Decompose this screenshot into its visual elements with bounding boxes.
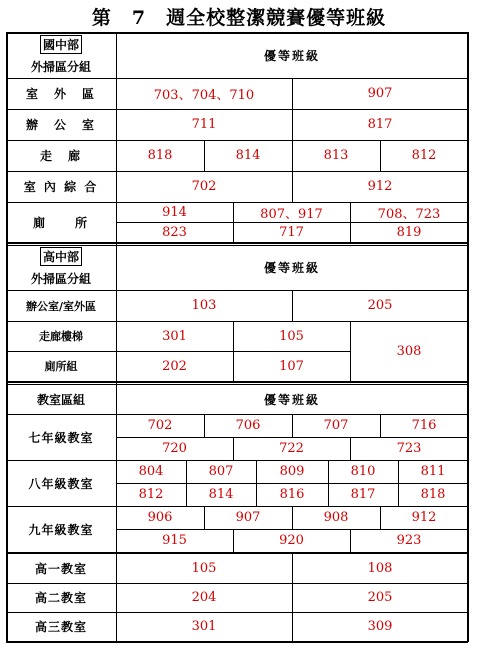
class-cell: 818 — [420, 487, 446, 502]
senior-group-label — [6, 244, 116, 290]
class-cell: 912 — [367, 179, 393, 194]
table-border — [467, 32, 469, 642]
table-line — [116, 437, 468, 438]
row-label: 走廊樓梯 — [39, 330, 83, 343]
class-cell: 914 — [162, 204, 187, 220]
class-cell: 107 — [279, 358, 304, 374]
table-line — [6, 290, 468, 291]
class-cell: 103 — [191, 298, 217, 313]
class-cell: 703、704、710 — [153, 88, 255, 103]
class-cell: 804 — [138, 464, 164, 479]
class-cell: 814 — [208, 487, 234, 502]
class-cell: 711 — [191, 117, 217, 132]
table-border — [6, 32, 8, 642]
table-row — [6, 583, 468, 612]
senior-header-row — [6, 244, 468, 290]
class-cell: 309 — [367, 619, 393, 634]
table-line — [186, 460, 187, 506]
class-cell: 920 — [279, 533, 304, 548]
table-line — [350, 437, 351, 460]
table-line — [204, 414, 205, 437]
junior-header: 優等班級 — [263, 48, 320, 63]
class-cell: 811 — [420, 464, 446, 479]
table-row — [6, 554, 468, 583]
table-line — [6, 321, 468, 322]
table-line — [380, 506, 381, 529]
class-cell: 907 — [235, 510, 261, 525]
class-cell: 723 — [396, 441, 422, 456]
class-cell: 205 — [367, 298, 393, 313]
table-line — [350, 202, 351, 242]
row-label: 廁 所 — [32, 215, 89, 230]
table-line — [6, 202, 468, 203]
row-label: 高三教室 — [34, 620, 87, 634]
table-line — [116, 222, 468, 223]
table-border — [6, 641, 468, 643]
table-line — [292, 140, 293, 171]
class-cell: 810 — [350, 464, 376, 479]
table-line — [292, 78, 293, 109]
class-cell: 908 — [323, 510, 349, 525]
class-cell: 720 — [162, 441, 187, 456]
section-divider — [6, 384, 468, 385]
class-cell: 716 — [411, 418, 437, 433]
table-line — [6, 583, 468, 584]
class-cell: 202 — [162, 358, 187, 374]
class-cell: 108 — [367, 561, 393, 576]
table-line — [233, 437, 234, 460]
page-title: 第 7 週全校整潔競賽優等班級 — [91, 7, 387, 29]
table-line — [116, 529, 468, 530]
row-label: 九年級教室 — [28, 522, 94, 537]
table-line — [6, 414, 468, 415]
table-line — [292, 414, 293, 437]
class-cell: 105 — [279, 328, 304, 344]
row-label: 高一教室 — [34, 562, 87, 576]
class-cell: 819 — [396, 224, 422, 240]
class-cell: 812 — [138, 487, 164, 502]
class-cell: 308 — [396, 343, 422, 359]
table-row — [6, 140, 468, 171]
class-cell: 706 — [235, 418, 261, 433]
class-cell: 204 — [191, 590, 217, 605]
table-row — [6, 78, 468, 109]
class-cell: 809 — [279, 464, 305, 479]
row-label: 廁所組 — [44, 360, 78, 373]
row-label: 高二教室 — [34, 591, 87, 605]
class-cell: 105 — [191, 561, 217, 576]
table-line — [292, 506, 293, 529]
table-line — [380, 140, 381, 171]
class-cell: 817 — [367, 117, 393, 132]
class-cell: 702 — [191, 179, 217, 194]
class-cell: 817 — [350, 487, 376, 502]
class-cell: 717 — [279, 224, 304, 240]
class-cell: 818 — [147, 148, 173, 163]
class-cell: 807 — [208, 464, 234, 479]
class-cell: 205 — [367, 590, 393, 605]
class-cell: 915 — [162, 533, 187, 548]
table-line — [6, 171, 468, 172]
table-row — [6, 612, 468, 641]
class-cell: 708、723 — [377, 206, 441, 222]
class-cell: 301 — [191, 619, 217, 634]
table-line — [116, 32, 117, 642]
class-cell: 923 — [396, 533, 422, 548]
class-cell: 702 — [147, 418, 173, 433]
table-line — [256, 460, 257, 506]
table-line — [6, 78, 468, 79]
class-cell: 814 — [235, 148, 261, 163]
junior-header-row — [6, 32, 468, 78]
table-line — [350, 321, 351, 381]
class-cell: 301 — [162, 328, 187, 344]
row-label: 走 廊 — [39, 149, 82, 163]
table-line — [6, 552, 468, 554]
senior-group-title: 高中部 — [40, 247, 82, 266]
junior-group-subtitle: 外掃區分組 — [30, 60, 91, 74]
junior-group-label — [6, 32, 116, 78]
row-label: 七年級教室 — [28, 430, 94, 445]
table-line — [233, 202, 234, 242]
row-label: 室 外 區 — [25, 87, 96, 101]
table-row — [6, 290, 468, 321]
class-cell: 812 — [411, 148, 437, 163]
section-divider — [6, 242, 468, 244]
class-cell: 906 — [147, 510, 173, 525]
table-border — [6, 32, 468, 34]
classroom-header: 優等班級 — [263, 392, 320, 407]
classroom-group-label: 教室區組 — [36, 392, 85, 407]
table-line — [6, 109, 468, 110]
table-line — [292, 552, 293, 641]
table-line — [6, 351, 350, 352]
table-row — [6, 109, 468, 140]
class-cell: 707 — [323, 418, 349, 433]
table-row — [6, 171, 468, 202]
junior-group-title: 國中部 — [40, 35, 82, 54]
senior-header: 優等班級 — [263, 260, 320, 275]
row-label: 八年級教室 — [28, 476, 94, 491]
row-label: 室 內 綜 合 — [23, 180, 99, 194]
table-line — [233, 529, 234, 552]
section-divider — [6, 245, 468, 246]
class-cell: 907 — [367, 86, 393, 101]
table-line — [380, 414, 381, 437]
table-line — [233, 321, 234, 381]
table-line — [204, 140, 205, 171]
class-cell: 722 — [279, 441, 304, 456]
section-divider — [6, 381, 468, 383]
class-cell: 813 — [323, 148, 349, 163]
classroom-header-row — [6, 384, 468, 414]
class-cell: 823 — [162, 224, 187, 240]
table-line — [292, 171, 293, 202]
table-line — [328, 460, 329, 506]
table-line — [6, 612, 468, 613]
table-line — [6, 140, 468, 141]
table-line — [204, 506, 205, 529]
senior-group-subtitle: 外掃區分組 — [30, 272, 91, 286]
table-line — [6, 506, 468, 507]
table-line — [398, 460, 399, 506]
class-cell: 807、917 — [260, 206, 323, 222]
table-line — [350, 529, 351, 552]
table-line — [116, 483, 468, 484]
table-line — [292, 290, 293, 321]
row-label: 辦 公 室 — [25, 118, 96, 132]
row-label: 辦公室/室外區 — [25, 299, 97, 313]
class-cell: 912 — [411, 510, 437, 525]
class-cell: 816 — [279, 487, 305, 502]
table-line — [292, 109, 293, 140]
